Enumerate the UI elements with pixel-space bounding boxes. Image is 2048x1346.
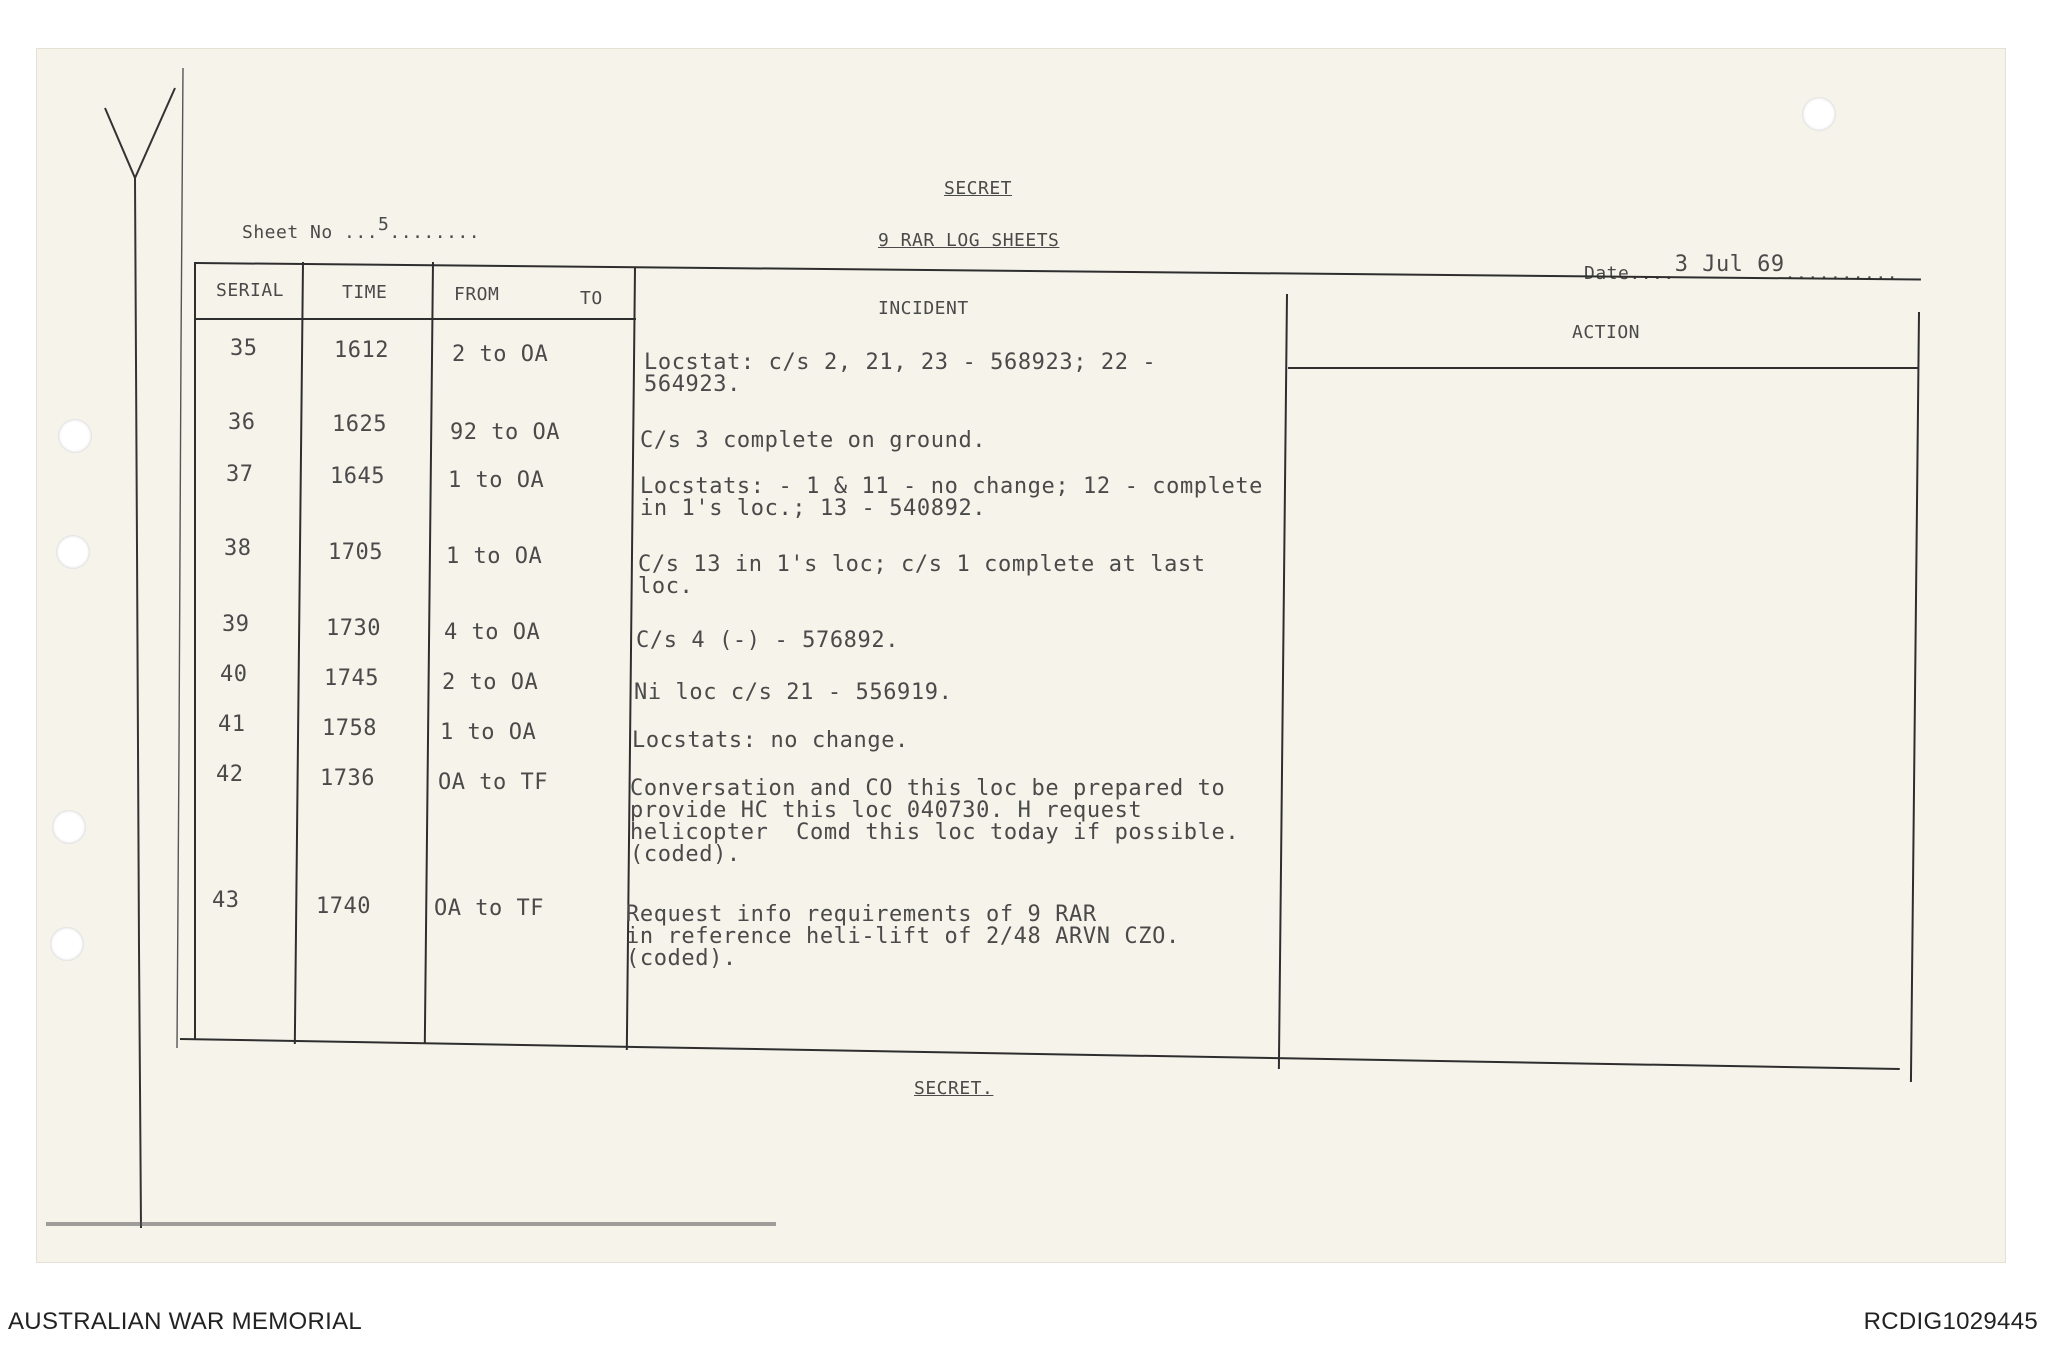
row-serial: 38 [224, 536, 252, 561]
row-time: 1625 [332, 412, 387, 437]
sheet-label-text: Sheet No ... [242, 222, 379, 243]
row-from-to: 1 to OA [440, 720, 537, 745]
col-header-to: TO [580, 288, 603, 309]
classification-top: SECRET [944, 178, 1013, 199]
date-dots-lead: ... [1640, 263, 1675, 284]
row-serial: 41 [218, 712, 246, 737]
footer-left: AUSTRALIAN WAR MEMORIAL [8, 1308, 363, 1335]
row-from-to: OA to TF [438, 770, 548, 795]
row-serial: 35 [230, 336, 258, 361]
row-time: 1740 [316, 894, 371, 919]
date-field [1584, 252, 1899, 285]
row-from-to: 4 to OA [444, 620, 541, 645]
row-incident: Request info requirements of 9 RAR in reference heli-lift of 2/48 ARVN CZO. (coded). [626, 902, 1180, 971]
header-bottom-rule [1288, 367, 1918, 369]
date-label: Date. [1584, 263, 1641, 284]
row-incident: Conversation and CO this loc be prepared to provide HC this loc 040730. H request helicopter Comd this loc today if possible. (coded). [630, 776, 1240, 867]
col-header-time: TIME [342, 282, 388, 303]
punch-hole [52, 810, 86, 844]
punch-hole [1802, 97, 1836, 131]
row-incident: Locstats: - 1 & 11 - no change; 12 - complete in 1's loc.; 13 - 540892. [640, 474, 1264, 521]
row-serial: 36 [228, 410, 256, 435]
row-from-to: OA to TF [434, 896, 544, 921]
bleed-through-mark [46, 1222, 776, 1226]
col-line-left [194, 262, 196, 1040]
row-incident: C/s 4 (-) - 576892. [636, 628, 900, 653]
log-title: 9 RAR LOG SHEETS [878, 230, 1060, 251]
row-from-to: 1 to OA [446, 544, 543, 569]
row-from-to: 92 to OA [450, 420, 560, 445]
row-serial: 39 [222, 612, 250, 637]
row-serial: 37 [226, 462, 254, 487]
row-from-to: 2 to OA [442, 670, 539, 695]
row-incident: C/s 13 in 1's loc; c/s 1 complete at last loc. [638, 552, 1206, 599]
row-serial: 40 [220, 662, 248, 687]
punch-hole [50, 927, 84, 961]
row-incident: C/s 3 complete on ground. [640, 428, 987, 453]
row-serial: 42 [216, 762, 244, 787]
footer-right: RCDIG1029445 [1863, 1308, 2038, 1335]
sheet-dots: ........ [389, 222, 481, 243]
row-serial: 43 [212, 888, 240, 913]
row-incident: Locstat: c/s 2, 21, 23 - 568923; 22 - 564923. [644, 350, 1157, 397]
row-time: 1736 [320, 766, 375, 791]
classification-bottom: SECRET. [914, 1078, 994, 1099]
row-time: 1730 [326, 616, 381, 641]
row-time: 1612 [334, 338, 389, 363]
row-incident: Locstats: no change. [632, 728, 909, 753]
row-from-to: 1 to OA [448, 468, 545, 493]
col-header-incident: INCIDENT [878, 298, 969, 319]
punch-hole [56, 535, 90, 569]
row-time: 1758 [322, 716, 377, 741]
sheet-label [242, 214, 481, 243]
row-time: 1745 [324, 666, 379, 691]
sheet-number: 5 [378, 214, 390, 235]
row-from-to: 2 to OA [452, 342, 549, 367]
row-time: 1645 [330, 464, 385, 489]
col-header-serial: SERIAL [216, 280, 285, 301]
col-header-rule [196, 318, 636, 320]
col-header-action: ACTION [1572, 322, 1641, 343]
date-dots: .......... [1784, 263, 1899, 284]
col-header-from: FROM [454, 284, 500, 305]
punch-hole [58, 419, 92, 453]
row-incident: Ni loc c/s 21 - 556919. [634, 680, 953, 705]
margin-pen-line [95, 48, 205, 1248]
row-time: 1705 [328, 540, 383, 565]
date-value: 3 Jul 69 [1674, 252, 1785, 277]
